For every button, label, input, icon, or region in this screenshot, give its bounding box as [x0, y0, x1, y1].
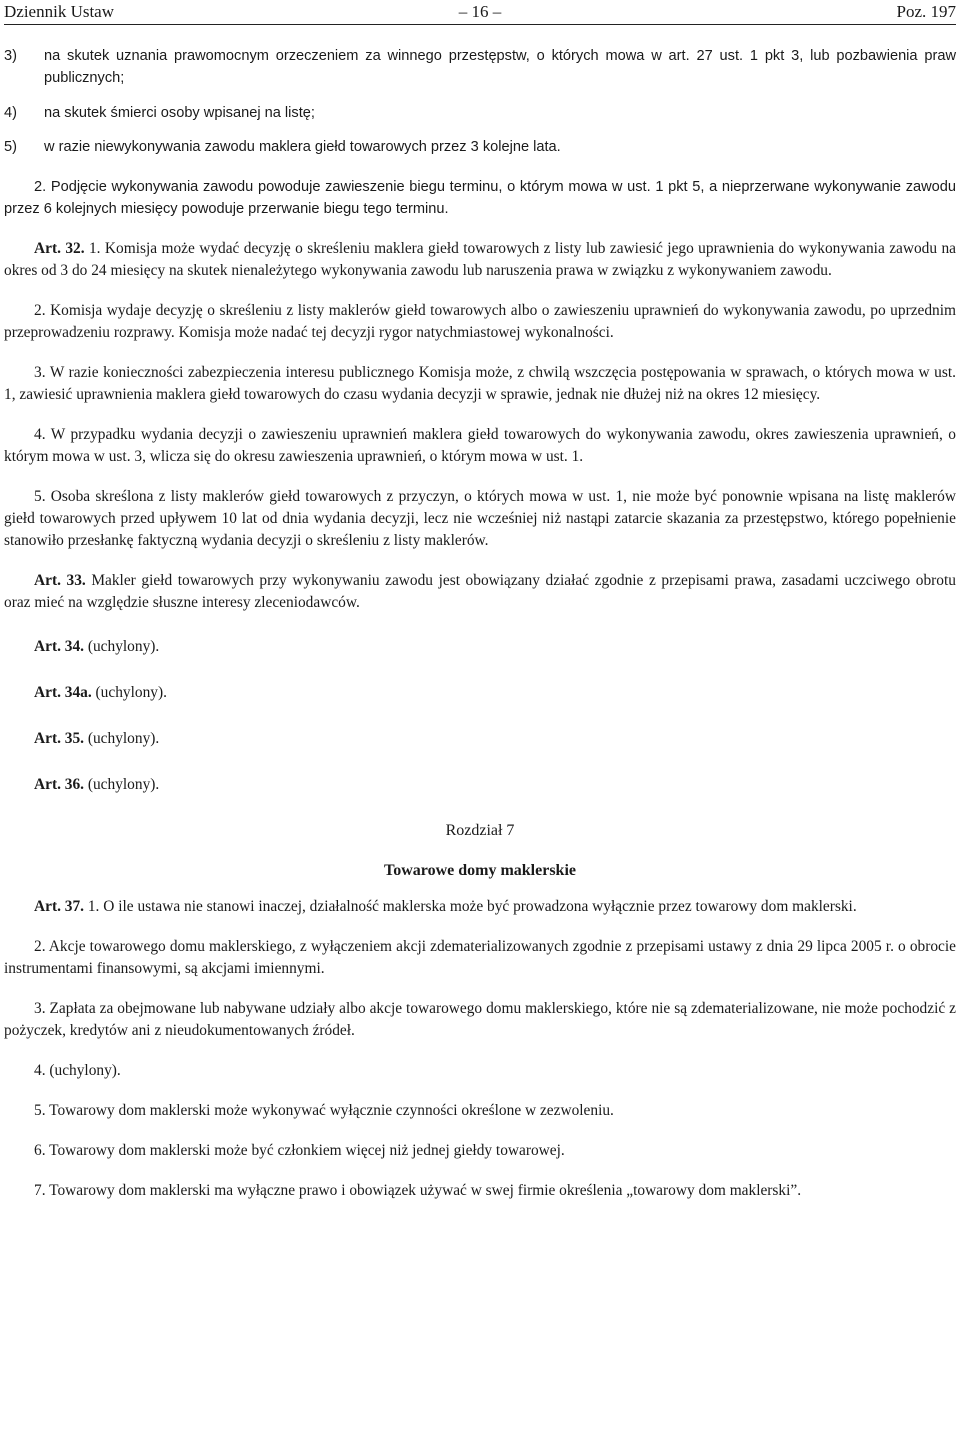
article-label: Art. 36.: [34, 776, 85, 793]
article-label: Art. 32.: [34, 240, 85, 257]
journal-name: Dziennik Ustaw: [4, 2, 115, 21]
article-32-ust-5: 5. Osoba skreślona z listy maklerów giełd towarowych z przyczyn, o których mowa w ust. 1, nie może być ponownie wpisana na listę maklerów giełd towarowych przed upływem 10 lat od dnia wydania decyzji, lecz nie wcześniej niż nastąpi zatarcie skazania za przestępstwo, którego popełnienie stanowiło przesłankę faktyczną wydania decyzji o skreśleniu z listy maklerów.: [4, 488, 956, 549]
list-item: [4, 45, 956, 89]
list-item: [4, 136, 956, 158]
article-label: Art. 34.: [34, 638, 85, 655]
article-37-ust-7: 7. Towarowy dom maklerski ma wyłączne prawo i obowiązek używać w swej firmie określenia „towarowy dom maklerski”.: [34, 1182, 802, 1199]
article-34a: [4, 682, 956, 704]
list-item-number: 3): [4, 48, 17, 64]
article-34: [4, 636, 956, 658]
article-32-ust-4: 4. W przypadku wydania decyzji o zawieszeniu uprawnień maklera giełd towarowych do wykonywania zawodu, okres zawieszenia uprawnień, o którym mowa w ust. 3, wlicza się do okresu zawieszenia uprawnień, o którym mowa w ust. 1.: [4, 426, 956, 465]
article-label: Art. 34a.: [34, 684, 92, 701]
article-text: 1. Komisja może wydać decyzję o skreśleniu maklera giełd towarowych z listy lub zawiesić jego uprawnienia do wykonywania zawodu na okres od 3 do 24 miesięcy na skutek nienależytego wykonywania zawodu lub naruszenia prawa w związku z wykonywaniem zawodu.: [4, 240, 956, 279]
article-37-ust-4: 4. (uchylony).: [34, 1062, 121, 1079]
page-header: [4, 0, 956, 25]
list-item-text: na skutek uznania prawomocnym orzeczeniem za winnego przestępstw, o których mowa w art. 27 ust. 1 pkt 3, lub pozbawienia praw publicznych;: [44, 48, 956, 86]
list-item-number: 4): [4, 104, 17, 121]
article-label: Art. 33.: [34, 572, 86, 589]
article-37-ust-2: 2. Akcje towarowego domu maklerskiego, z wyłączeniem akcji zdematerializowanych zgodnie z przepisami ustawy z dnia 29 lipca 2005 r. o obrocie instrumentami finansowymi, są akcjami imiennymi.: [4, 938, 956, 977]
article-text: 1. O ile ustawa nie stanowi inaczej, działalność maklerska może być prowadzona wyłącznie przez towarowy dom maklerski.: [84, 898, 857, 915]
article-32-ust-3: 3. W razie konieczności zabezpieczenia interesu publicznego Komisja może, z chwilą wszczęcia postępowania w sprawach, o których mowa w ust. 1, zawiesić uprawnienia maklera giełd towarowych do czasu wydania decyzji w sprawie, jednak nie dłużej niż na okres 12 miesięcy.: [4, 364, 956, 403]
article-label: Art. 35.: [34, 730, 85, 747]
list-item-text: w razie niewykonywania zawodu maklera giełd towarowych przez 3 kolejne lata.: [44, 139, 561, 155]
article-33: [4, 570, 956, 614]
article-text: Makler giełd towarowych przy wykonywaniu zawodu jest obowiązany działać zgodnie z przepisami prawa, zasadami uczciwego obrotu oraz mieć na względzie słuszne interesy zleceniodawców.: [4, 572, 956, 611]
article-32-ust-1: [4, 238, 956, 282]
page-number: – 16 –: [458, 2, 502, 21]
article-37-ust-3: 3. Zapłata za obejmowane lub nabywane udziały albo akcje towarowego domu maklerskiego, które nie są zdematerializowane, nie może pochodzić z pożyczek, kredytów ani z nieudokumentowanych źródeł.: [4, 1000, 956, 1039]
paragraph-ust-2: 2. Podjęcie wykonywania zawodu powoduje zawieszenie biegu terminu, o którym mowa w ust. 1 pkt 5, a nieprzerwane wykonywanie zawodu przez 6 kolejnych miesięcy powoduje przerwanie biegu tego terminu.: [4, 179, 956, 217]
article-32-ust-2: 2. Komisja wydaje decyzję o skreśleniu z listy maklerów giełd towarowych albo o zawieszeniu uprawnień do wykonywania zawodu, po uprzednim przeprowadzeniu rozprawy. Komisja może nadać tej decyzji rygor natychmiastowej wykonalności.: [4, 302, 956, 341]
chapter-number: Rozdział 7: [445, 822, 515, 839]
article-37-ust-6: 6. Towarowy dom maklerski może być członkiem więcej niż jednej giełdy towarowej.: [34, 1142, 565, 1159]
article-text: (uchylony).: [84, 730, 160, 747]
article-37-ust-5: 5. Towarowy dom maklerski może wykonywać wyłącznie czynności określone w zezwoleniu.: [34, 1102, 614, 1119]
list-item-number: 5): [4, 139, 17, 155]
chapter-title: Towarowe domy maklerskie: [384, 862, 576, 879]
position-number: Poz. 197: [896, 2, 956, 21]
article-36: [4, 774, 956, 796]
article-35: [4, 728, 956, 750]
article-text: (uchylony).: [84, 638, 160, 655]
article-label: Art. 37.: [34, 898, 85, 915]
list-item-text: na skutek śmierci osoby wpisanej na listę;: [44, 104, 315, 121]
list-item: [4, 102, 956, 124]
article-text: (uchylony).: [91, 684, 167, 701]
article-37-ust-1: [4, 896, 956, 918]
document-body: [4, 45, 956, 1202]
article-text: (uchylony).: [84, 776, 160, 793]
